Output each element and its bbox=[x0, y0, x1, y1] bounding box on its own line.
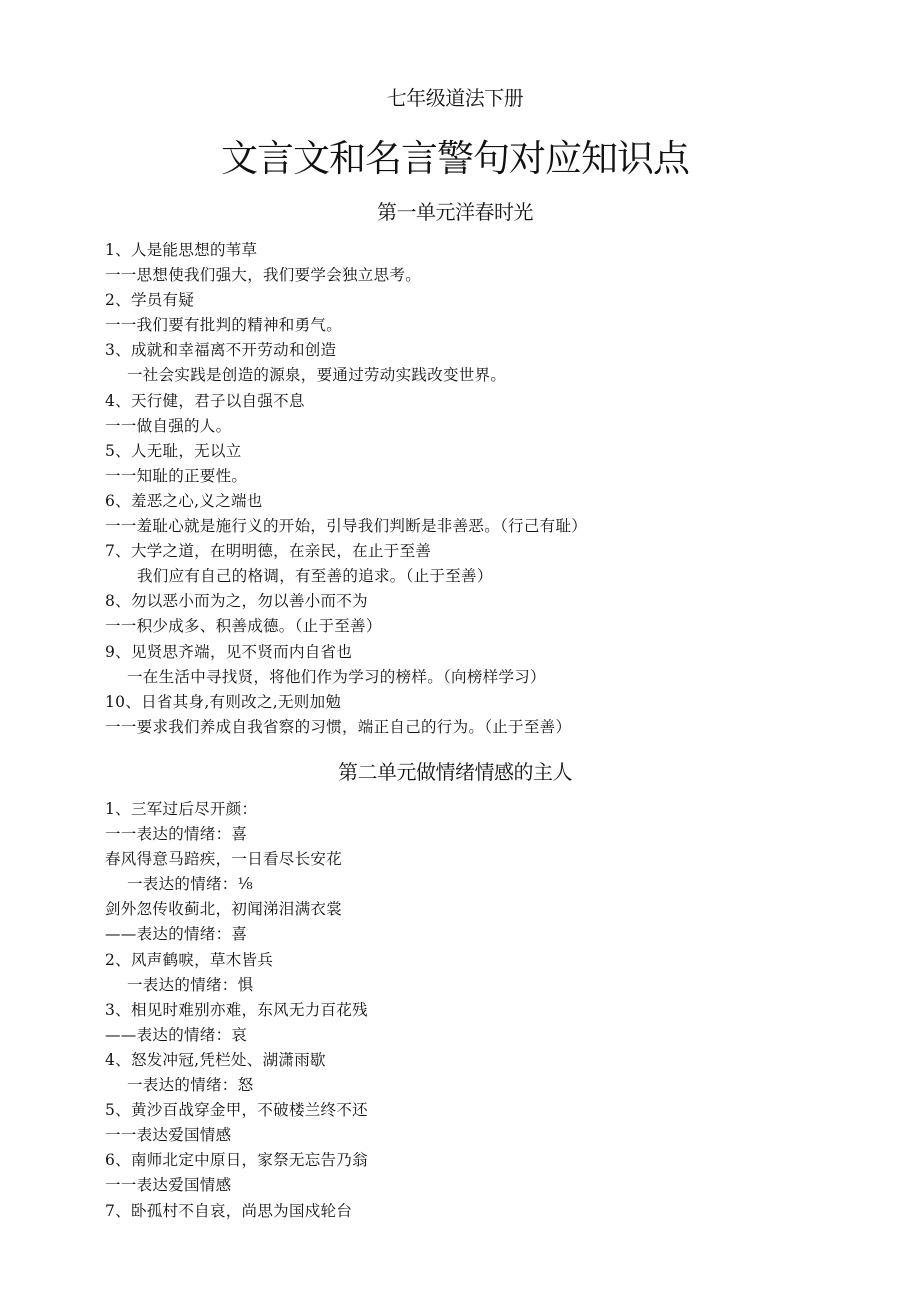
list-item: 一在生活中寻找贤，将他们作为学习的榜样。（向榜样学习） bbox=[127, 667, 546, 686]
list-item: 剑外忽传收蓟北，初闻涕泪满衣裳 bbox=[105, 900, 343, 919]
list-item: 一一要求我们养成自我省察的习惯，端正自己的行为。（止于至善） bbox=[105, 717, 572, 736]
document-title: 文言文和名言警句对应知识点 bbox=[221, 137, 689, 180]
list-item: 一表达的情绪：怒 bbox=[127, 1076, 254, 1095]
list-item: 1、人是能思想的苇草 bbox=[105, 241, 258, 259]
list-item: 4、怒发冲冠,凭栏处、湖潇雨歇 bbox=[105, 1050, 326, 1069]
list-item: ——表达的情绪：喜 bbox=[105, 925, 248, 944]
list-item: 9、见贤思齐端，见不贤而内自省也 bbox=[105, 642, 353, 661]
document-subtitle: 七年级道法下册 bbox=[386, 86, 524, 110]
list-item: 6、南师北定中原日，家祭无忘告乃翁 bbox=[105, 1151, 368, 1170]
list-item: 2、学员有疑 bbox=[105, 291, 195, 310]
list-item: 一一思想使我们强大，我们要学会独立思考。 bbox=[105, 266, 422, 285]
unit-2-heading: 第二单元做情绪情感的主人 bbox=[338, 760, 572, 784]
list-item: 1、三军过后尽开颜： bbox=[105, 800, 258, 818]
list-item: 10、日省其身,有则改之,无则加勉 bbox=[105, 692, 342, 711]
list-item: 3、相见时难别亦难，东风无力百花残 bbox=[105, 1000, 368, 1019]
list-item: 7、大学之道，在明明德，在亲民，在止于至善 bbox=[105, 542, 432, 561]
list-item: 一表达的情绪：惧 bbox=[127, 975, 254, 994]
unit-1-heading: 第一单元洋春时光 bbox=[377, 200, 533, 224]
list-item: 春风得意马踣疾，一日看尽长安花 bbox=[105, 850, 343, 869]
list-item: 2、风声鹤唳，草木皆兵 bbox=[105, 950, 274, 969]
list-item: 一一知耻的正要性。 bbox=[105, 466, 248, 485]
unit-1-list bbox=[105, 238, 895, 740]
list-item: 4、天行健，君子以自强不息 bbox=[105, 391, 305, 410]
list-item: ——表达的情绪：哀 bbox=[105, 1025, 248, 1044]
list-item: 5、黄沙百战穿金甲，不破楼兰终不还 bbox=[105, 1101, 368, 1120]
list-item: 一一我们要有批判的精神和勇气。 bbox=[105, 316, 343, 335]
list-item: 8、勿以恶小而为之，勿以善小而不为 bbox=[105, 592, 368, 611]
list-item: 一一做自强的人。 bbox=[105, 416, 232, 435]
list-item: 一一积少成多、积善成德。（止于至善） bbox=[105, 617, 382, 636]
list-item: 一一羞耻心就是施行义的开始，引导我们判断是非善恶。（行己有耻） bbox=[105, 517, 588, 536]
list-item: 一社会实践是创造的源泉，要通过劳动实践改变世界。 bbox=[127, 366, 507, 385]
list-item: 7、卧孤村不自哀，尚思为国戍轮台 bbox=[105, 1201, 353, 1220]
list-item: 我们应有自己的格调，有至善的追求。（止于至善） bbox=[137, 567, 493, 586]
unit-2-list bbox=[105, 797, 895, 1224]
list-item: 一表达的情绪：⅛ bbox=[127, 875, 253, 894]
list-item: 一一表达的情绪：喜 bbox=[105, 825, 248, 844]
list-item: 5、人无耻，无以立 bbox=[105, 441, 242, 460]
list-item: 一一表达爱国情感 bbox=[105, 1176, 232, 1195]
list-item: 一一表达爱国情感 bbox=[105, 1126, 232, 1145]
list-item: 3、成就和幸福离不开劳动和创造 bbox=[105, 341, 337, 360]
list-item: 6、羞恶之心,义之端也 bbox=[105, 491, 263, 510]
